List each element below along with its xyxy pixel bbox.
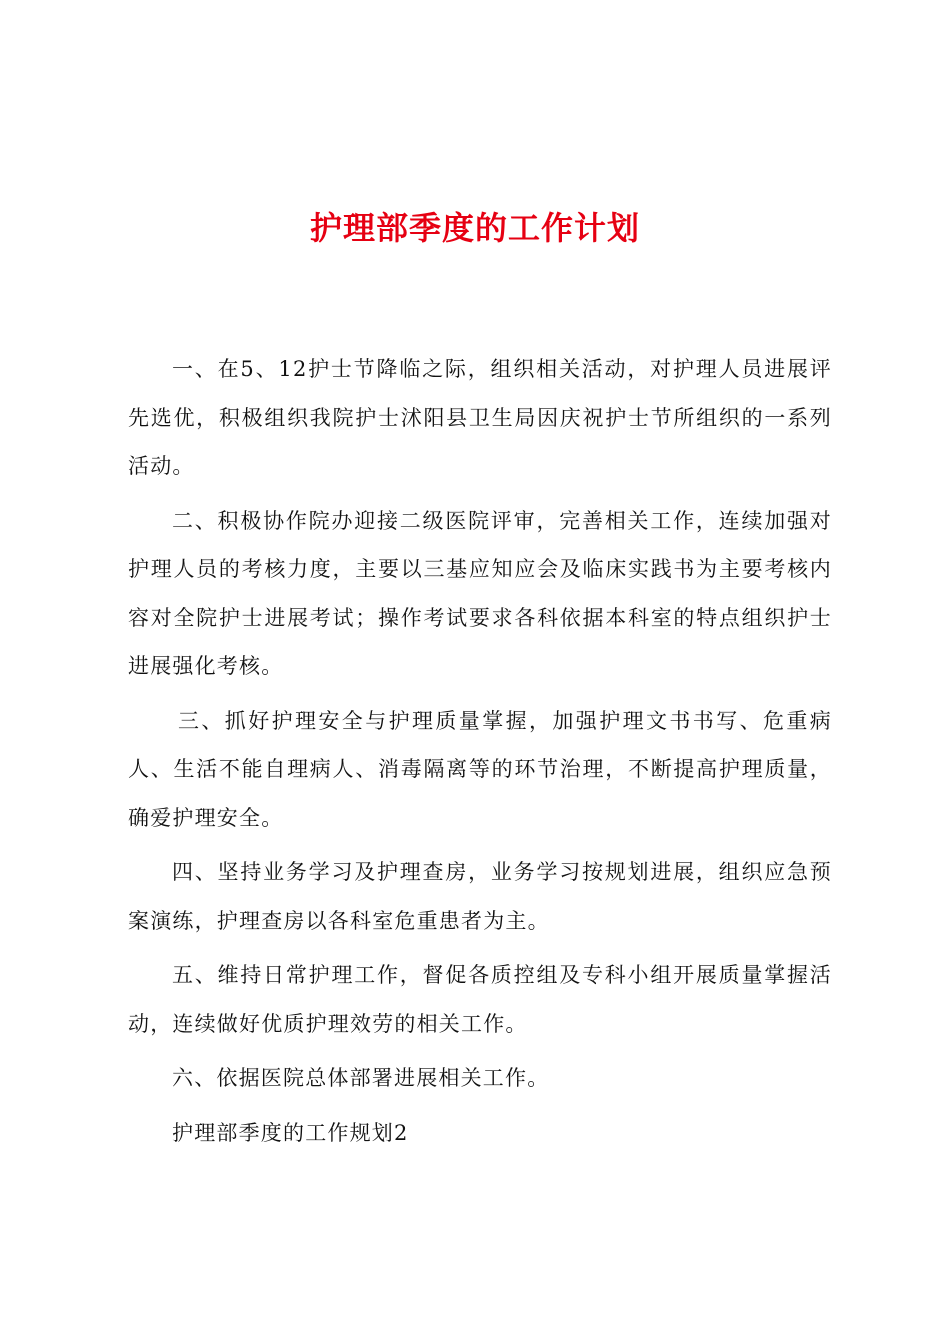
paragraph-3: 三、抓好护理安全与护理质量掌握，加强护理文书书写、危重病人、生活不能自理病人、消毒隔离等的环节治理，不断提高护理质量，确爱护理安全。: [128, 708, 832, 830]
section-heading-plan-2: 护理部季度的工作规划2: [172, 1120, 409, 1145]
paragraph-6: 六、依据医院总体部署进展相关工作。: [172, 1066, 550, 1090]
paragraph-4: 四、坚持业务学习及护理查房，业务学习按规划进展，组织应急预案演练，护理查房以各科室危重患者为主。: [128, 860, 832, 933]
document-title: 护理部季度的工作计划: [309, 209, 640, 247]
paragraph-5: 五、维持日常护理工作，督促各质控组及专科小组开展质量掌握活动，连续做好优质护理效劳的相关工作。: [128, 963, 832, 1036]
paragraph-1: 一、在5、12护士节降临之际，组织相关活动，对护理人员进展评先选优，积极组织我院护士沭阳县卫生局因庆祝护士节所组织的一系列活动。: [128, 357, 832, 478]
paragraph-2: 二、积极协作院办迎接二级医院评审，完善相关工作，连续加强对护理人员的考核力度，主要以三基应知应会及临床实践书为主要考核内容对全院护士进展考试；操作考试要求各科依据本科室的特点组织护士进展强化考核。: [128, 508, 832, 678]
document-body: [128, 345, 832, 1163]
